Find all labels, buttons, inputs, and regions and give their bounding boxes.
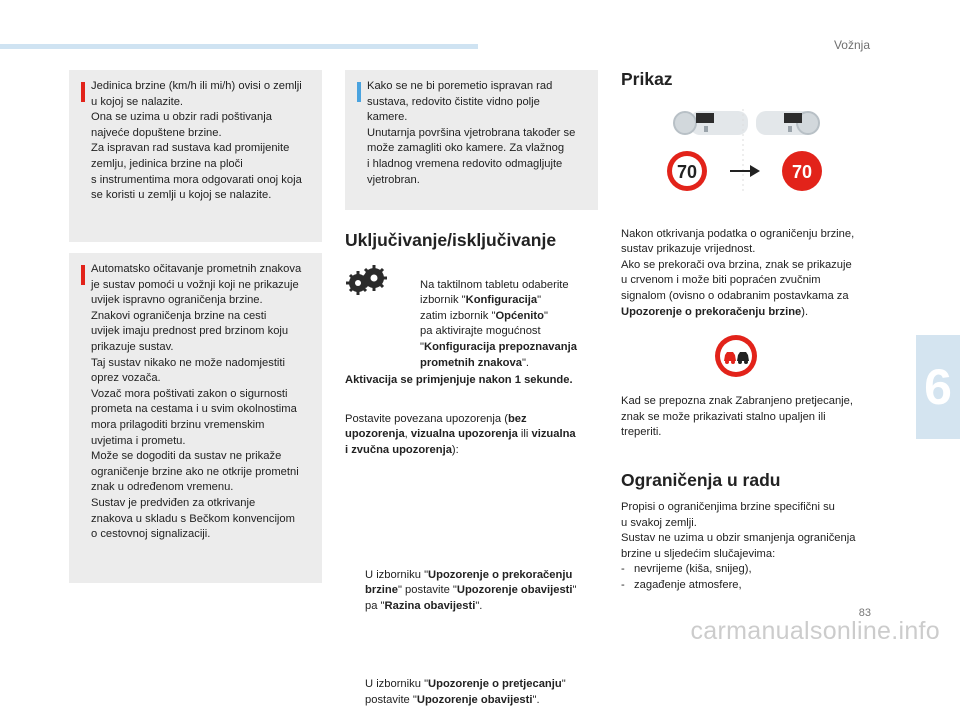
speed-limit-sign-icon — [667, 151, 707, 191]
warning-note-sign-reading — [69, 253, 322, 583]
no-overtaking-paragraph: Kad se prepozna znak Zabranjeno pretjecanje, znak se može prikazivati stalno upaljen ili treperiti. — [621, 395, 853, 439]
alert-bullet-overtaking: U izborniku "Upozorenje o pretjecanju" postavite "Upozorenje obavijesti". — [365, 678, 566, 706]
warning-mark-icon — [81, 265, 85, 285]
display-paragraph: Nakon otkrivanja podatka o ograničenju brzine, sustav prikazuje vrijednost. Ako se prekorači ova brzina, znak se prikazuje u crvenom i može biti popraćen zvučnim signalom (ovisno o odabranim postavkama za Upozorenje o prekoračenju brzine). — [621, 227, 855, 318]
info-mark-icon — [357, 82, 361, 102]
watermark: carmanualsonline.info — [690, 617, 940, 645]
section-name: Vožnja — [833, 38, 870, 52]
note-text: Kako se ne bi poremetio ispravan rad sustava, redovito čistite vidno polje kamere. Unutarnja površina vjetrobrana također se može zamagliti oko kamere. Za vlažnog i hladnog vremena redovito odmagljujte vjetrobran. — [367, 80, 576, 186]
dashboard-left-icon — [674, 111, 748, 135]
dashboard-right-icon — [756, 111, 819, 135]
settings-gears-icon — [344, 263, 388, 299]
alerts-paragraph: Postavite povezana upozorenja (bez upozorenja, vizualna upozorenja ili vizualna i zvučna upozorenja): — [345, 412, 576, 456]
limitations-list-item: - nevrijeme (kiša, snijeg), — [621, 563, 752, 575]
top-accent-bar — [0, 44, 478, 49]
note-text: Automatsko očitavanje prometnih znakova je sustav pomoći u vožnji koji ne prikazuje uvijek ispravno ograničenja brzine. Znakovi ograničenja brzine na cesti uvijek imaju prednost pred brzinom koju prikazuje sustav. Taj sustav nikako ne može nadomjestiti oprez vozača. Vozač mora poštivati zakon o sigurnosti prometa na cestama i u svim okolnostima mora prilagoditi brzinu vremenskim uvjetima i prometu. Može se dogoditi da sustav ne prikaže ograničenje brzine ako ne otkrije prometni znak u određenom vremenu. Sustav je predviđen za otkrivanje znakova u skladu s Bečkom konvencijom o cestovnoj signalizaciji. — [91, 263, 302, 541]
info-note-camera — [345, 70, 598, 210]
warning-note-speed-unit — [69, 70, 322, 242]
speed-sign-display-figure — [660, 107, 828, 193]
page-number: 83 — [858, 607, 871, 619]
speed-limit-value-alert: 70 — [791, 162, 813, 182]
chapter-tab: 6 — [916, 335, 960, 439]
speed-limit-value: 70 — [676, 162, 698, 182]
limitations-paragraph: Propisi o ograničenjima brzine specifični su u svakoj zemlji. Sustav ne uzima u obzir smanjenja ograničenja brzine u sljedećim slučajevima: — [621, 501, 856, 560]
note-text: Jedinica brzine (km/h ili mi/h) ovisi o zemlji u kojoj se nalazite. Ona se uzima u obzir radi poštivanja najveće dopuštene brzine. Za ispravan rad sustava kad promijenite zemlju, jedinica brzine na ploči s instrumentima mora odgovarati onoj koja se koristi u zemlji u kojoj se nalazite. — [91, 80, 302, 202]
no-overtaking-sign-icon — [714, 334, 758, 378]
activation-note: Aktivacija se primjenjuje nakon 1 sekunde. — [345, 374, 573, 386]
heading-limitations: Ograničenja u radu — [621, 470, 781, 490]
heading-display: Prikaz — [621, 69, 673, 89]
heading-activation: Uključivanje/isključivanje — [345, 230, 557, 250]
alert-bullet-speeding: U izborniku "Upozorenje o prekoračenju brzine" postavite "Upozorenje obavijesti" pa "Razina obavijesti". — [365, 568, 577, 612]
warning-mark-icon — [81, 82, 85, 102]
speed-limit-sign-red-icon — [782, 151, 822, 191]
step-menu-selection: Na taktilnom tabletu odaberite izbornik "Konfiguracija" zatim izbornik "Općenito" pa aktivirajte mogućnost "Konfiguracija prepoznavanja prometnih znakova". — [420, 278, 577, 369]
arrow-right-icon — [730, 165, 760, 177]
limitations-list-item: - zagađenje atmosfere, — [621, 579, 742, 591]
